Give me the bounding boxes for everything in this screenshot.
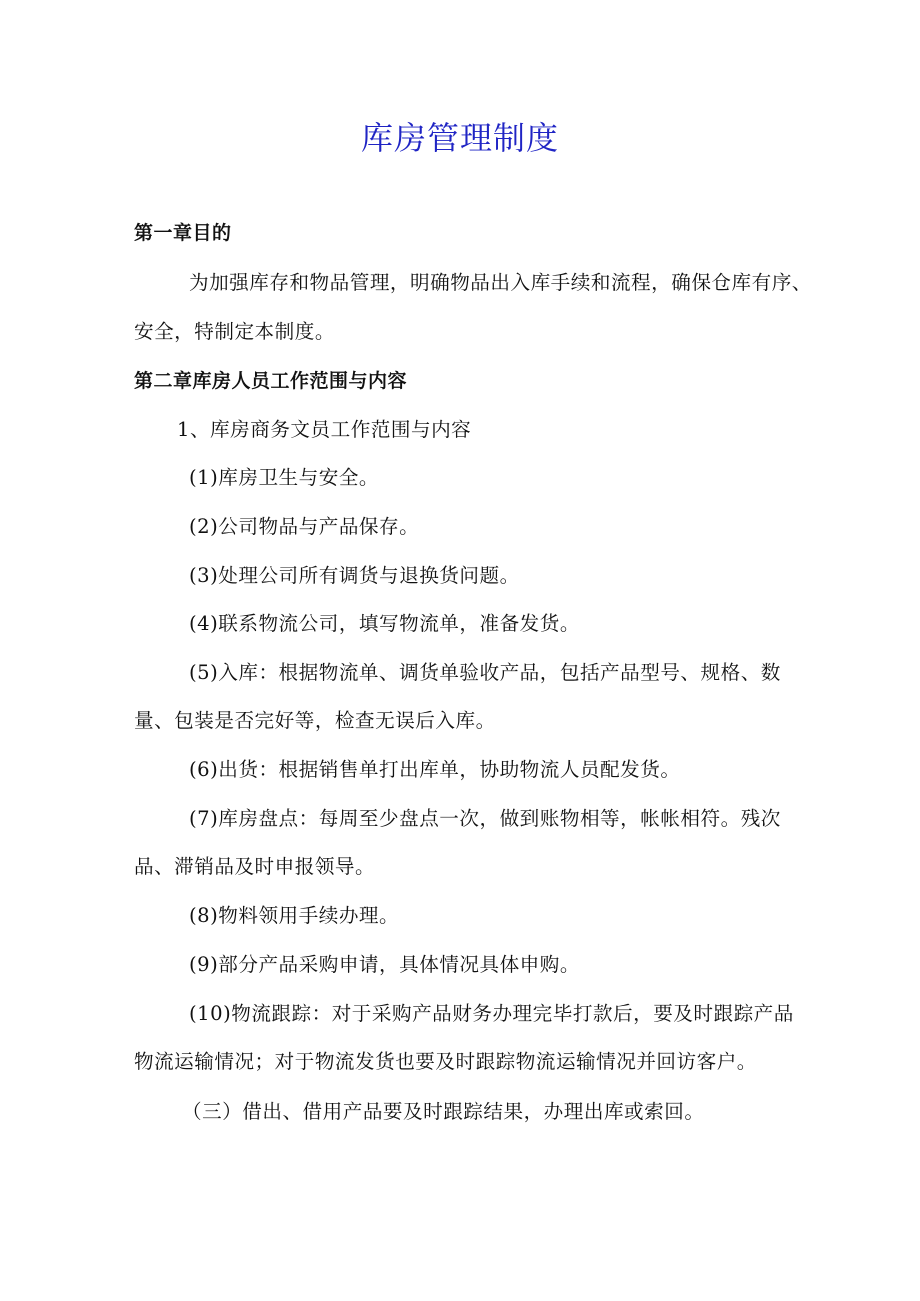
chapter-1-paragraph-line-2: 安全，特制定本制度。 [134, 320, 335, 343]
list-item-3: (3)处理公司所有调货与退换货问题。 [189, 564, 520, 587]
section-3-paragraph: （三）借出、借用产品要及时跟踪结果，办理出库或索回。 [182, 1100, 705, 1123]
list-item-5-line-2: 量、包装是否完好等，检查无误后入库。 [134, 709, 496, 732]
list-item-8: (8)物料领用手续办理。 [189, 904, 400, 927]
list-item-10-line-2: 物流运输情况；对于物流发货也要及时跟踪物流运输情况并回访客户。 [134, 1050, 757, 1073]
list-item-9: (9)部分产品采购申请，具体情况具体申购。 [189, 953, 580, 976]
list-item-2: (2)公司物品与产品保存。 [189, 515, 420, 538]
list-item-1: (1)库房卫生与安全。 [189, 466, 380, 489]
document-title: 库房管理制度 [360, 119, 559, 157]
chapter-1-paragraph-line-1: 为加强库存和物品管理，明确物品出入库手续和流程，确保仓库有序、 [189, 271, 812, 294]
list-item-5-line-1: (5)入库：根据物流单、调货单验收产品，包括产品型号、规格、数 [189, 661, 781, 684]
list-item-10-line-1: (10)物流跟踪：对于采购产品财务办理完毕打款后，要及时跟踪产品 [189, 1002, 794, 1025]
chapter-1-heading: 第一章目的 [134, 222, 232, 244]
list-item-7-line-2: 品、滞销品及时申报领导。 [134, 855, 376, 878]
section-1-heading: 1、库房商务文员工作范围与内容 [177, 418, 472, 441]
list-item-7-line-1: (7)库房盘点：每周至少盘点一次，做到账物相等，帐帐相符。残次 [189, 807, 781, 830]
chapter-2-heading: 第二章库房人员工作范围与内容 [134, 370, 408, 392]
list-item-4: (4)联系物流公司，填写物流单，准备发货。 [189, 612, 580, 635]
list-item-6: (6)出货：根据销售单打出库单，协助物流人员配发货。 [189, 758, 681, 781]
